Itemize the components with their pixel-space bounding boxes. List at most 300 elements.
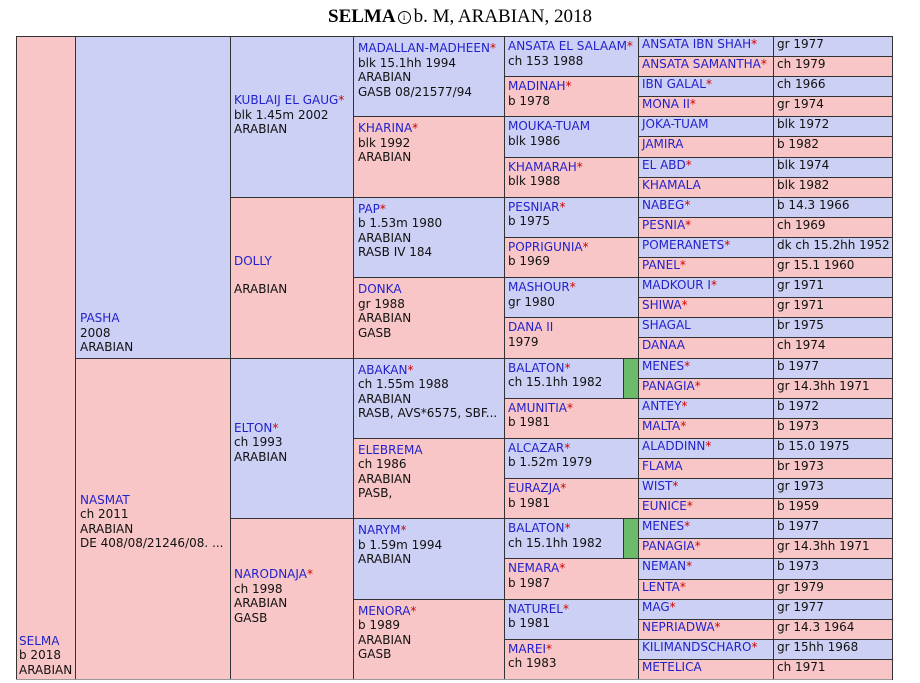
cell-text: [777, 479, 824, 494]
star-icon: *: [686, 559, 693, 574]
cell-text: [358, 363, 497, 421]
horse-detail: blk 1.45m 2002: [234, 107, 329, 122]
horse-detail: ch 1998: [234, 581, 283, 596]
horse-detail: gr 1977: [777, 599, 824, 614]
horse-link-nemara[interactable]: NEMARA: [508, 561, 560, 576]
cell-text: [508, 39, 633, 68]
horse-detail: gr 1973: [777, 479, 824, 494]
cell-text: [777, 539, 870, 554]
pedigree-cell-gen6-name: [638, 297, 774, 318]
horse-link-naturel[interactable]: NATUREL: [508, 601, 563, 616]
horse-detail: GASB: [358, 325, 392, 340]
cell-text: [777, 117, 829, 132]
horse-link-elton[interactable]: ELTON: [234, 420, 273, 435]
cell-text: [642, 238, 730, 253]
star-icon: *: [410, 603, 417, 618]
horse-detail: ARABIAN: [358, 471, 412, 486]
horse-detail: gr 1980: [508, 294, 555, 309]
horse-link-ansata-ibn-shah[interactable]: ANSATA IBN SHAH: [642, 37, 752, 51]
pedigree-cell-gen6-name: [638, 337, 774, 358]
cell-text: [777, 278, 824, 293]
horse-link-madallan-madheen[interactable]: MADALLAN-MADHEEN: [358, 41, 490, 55]
cell-text: [508, 481, 566, 510]
horse-detail: b 1978: [508, 93, 550, 108]
pedigree-cell-gen6-info: [773, 398, 893, 419]
horse-detail: ch 1993: [234, 435, 283, 449]
pedigree-cell-gen6-info: [773, 478, 893, 499]
horse-name-line: [508, 642, 557, 657]
cell-text: [642, 620, 721, 635]
horse-link-marei[interactable]: MAREI: [508, 641, 547, 656]
horse-link-pasha[interactable]: PASHA: [80, 311, 120, 325]
horse-link-khamarah[interactable]: KHAMARAH: [508, 159, 577, 174]
horse-name-line: [642, 278, 717, 293]
horse-link-khamala[interactable]: KHAMALA: [642, 177, 701, 192]
star-icon: *: [564, 521, 571, 536]
pedigree-cell-gen4: [353, 197, 505, 278]
cell-text: [358, 443, 423, 501]
horse-detail: ARABIAN: [358, 632, 412, 647]
horse-link-nabeg[interactable]: NABEG: [642, 197, 685, 212]
horse-detail: ch 1986: [358, 457, 407, 472]
horse-link-mouka-tuam[interactable]: MOUKA-TUAM: [508, 119, 591, 134]
horse-link-menes[interactable]: MENES: [642, 519, 685, 534]
horse-link-mashour[interactable]: MASHOUR: [508, 280, 570, 295]
horse-link-nepriadwa[interactable]: NEPRIADWA: [642, 619, 715, 634]
cell-text: [777, 620, 854, 635]
horse-link-nasmat[interactable]: NASMAT: [80, 492, 130, 507]
pedigree-cell-gen5: [504, 157, 639, 198]
pedigree-cell-gen3: [230, 358, 354, 520]
horse-link-wist[interactable]: WIST: [642, 479, 673, 494]
horse-name-line: [358, 363, 497, 378]
pedigree-cell-gen5: [504, 197, 639, 238]
horse-link-aladdinn[interactable]: ALADDINN: [642, 438, 706, 453]
horse-name-line: [80, 311, 133, 326]
horse-link-kublaij-el-gaug[interactable]: KUBLAIJ EL GAUG: [234, 93, 339, 107]
cell-text: [508, 441, 592, 470]
horse-name-line: [642, 318, 691, 333]
star-icon: *: [562, 601, 569, 616]
horse-link-neman[interactable]: NEMAN: [642, 559, 687, 574]
horse-detail: ch 153 1988: [508, 53, 584, 68]
horse-link-alcazar[interactable]: ALCAZAR: [508, 440, 565, 455]
cell-text: [777, 97, 824, 112]
pedigree-cell-gen6-info: [773, 277, 893, 298]
horse-link-eunice[interactable]: EUNICE: [642, 499, 687, 514]
horse-link-elebrema[interactable]: ELEBREMA: [358, 442, 423, 457]
horse-link-pap[interactable]: PAP: [358, 201, 380, 216]
cell-text: [642, 137, 684, 152]
horse-link-madkour-i[interactable]: MADKOUR I: [642, 278, 711, 293]
star-icon: *: [379, 201, 386, 216]
cell-text: [508, 602, 569, 631]
star-icon: *: [272, 420, 279, 435]
cell-text: [642, 439, 711, 454]
cell-text: [642, 178, 701, 193]
horse-detail: ARABIAN: [358, 150, 412, 165]
horse-name-line: [642, 559, 692, 574]
cell-text: [642, 539, 701, 554]
title-horse-details: b. M, ARABIAN, 2018: [413, 6, 592, 27]
horse-link-donka[interactable]: DONKA: [358, 282, 402, 297]
horse-detail: RASB, AVS*6575, SBF...: [358, 406, 498, 420]
horse-name-line: [642, 419, 686, 434]
star-icon: *: [685, 157, 692, 172]
horse-link-menora[interactable]: MENORA: [358, 603, 411, 618]
cell-text: [19, 634, 72, 678]
horse-name-line: [508, 39, 633, 54]
horse-name-line: [358, 443, 423, 458]
horse-name-line: [642, 137, 684, 152]
horse-detail: gr 14.3hh 1971: [777, 378, 870, 393]
pedigree-cell-gen6-name: [638, 157, 774, 178]
pedigree-cell-gen6-name: [638, 76, 774, 97]
page-title: [0, 6, 920, 28]
horse-detail: ch 1969: [777, 217, 826, 232]
cell-text: [508, 79, 572, 108]
cell-text: [777, 198, 850, 213]
pedigree-cell-gen6-name: [638, 518, 774, 539]
star-icon: *: [412, 121, 419, 136]
pedigree-cell-gen5: [504, 116, 639, 157]
cell-text: [777, 499, 819, 514]
horse-name-line: [234, 254, 287, 269]
horse-detail: b 1.52m 1979: [508, 455, 593, 470]
horse-detail: ARABIAN: [19, 662, 73, 677]
star-icon: *: [569, 280, 576, 295]
horse-link-mona-ii[interactable]: MONA II: [642, 97, 690, 112]
horse-detail: ARABIAN: [234, 122, 288, 136]
horse-detail: b 1987: [508, 575, 550, 590]
pedigree-cell-gen6-info: [773, 237, 893, 258]
horse-link-menes[interactable]: MENES: [642, 358, 685, 373]
horse-detail: b 1969: [508, 254, 550, 269]
star-icon: *: [338, 93, 345, 107]
star-icon: *: [685, 217, 692, 232]
horse-link-mag[interactable]: MAG: [642, 599, 670, 614]
horse-link-panagia[interactable]: PANAGIA: [642, 378, 695, 393]
horse-detail: blk 1988: [508, 174, 561, 189]
pedigree-cell-gen6-name: [638, 418, 774, 439]
horse-name-line: [508, 441, 592, 456]
horse-link-pomeranets[interactable]: POMERANETS: [642, 237, 725, 252]
pedigree-cell-gen6-name: [638, 659, 774, 680]
pedigree-cell-gen6-name: [638, 217, 774, 238]
cell-text: [508, 561, 565, 590]
pedigree-cell-gen4: [353, 36, 505, 117]
cell-text: [777, 258, 854, 273]
horse-name-line: [508, 320, 553, 335]
horse-name-line: [642, 600, 676, 615]
horse-detail: ARABIAN: [80, 521, 134, 536]
pedigree-cell-gen6-info: [773, 217, 893, 238]
horse-detail: gr 1971: [777, 298, 824, 313]
pedigree-cell-subject: [16, 36, 76, 680]
pedigree-cell-gen5: [504, 237, 639, 278]
pedigree-cell-gen6-info: [773, 579, 893, 600]
cell-text: [777, 600, 824, 615]
horse-link-pesniar[interactable]: PESNIAR: [508, 199, 560, 214]
cell-text: [777, 338, 826, 353]
star-icon: *: [680, 418, 687, 433]
pedigree-cell-gen6-name: [638, 237, 774, 258]
horse-detail: ARABIAN: [358, 230, 412, 245]
horse-name-line: [642, 379, 701, 394]
horse-link-antey[interactable]: ANTEY: [642, 398, 682, 413]
cell-text: [508, 200, 566, 229]
horse-detail: gr 1971: [777, 278, 824, 293]
star-icon: *: [489, 41, 496, 55]
pedigree-cell-gen5: [504, 358, 639, 399]
horse-link-kharina[interactable]: KHARINA: [358, 121, 413, 136]
horse-detail: b 1982: [777, 137, 819, 152]
horse-link-abakan[interactable]: ABAKAN: [358, 362, 408, 377]
star-icon: *: [560, 481, 567, 496]
cell-text: [777, 459, 824, 474]
pedigree-cell-gen6-info: [773, 518, 893, 539]
horse-link-pesnia[interactable]: PESNIA: [642, 217, 686, 232]
cell-text: [508, 401, 573, 430]
cell-text: [508, 119, 590, 148]
horse-name-line: [508, 200, 566, 215]
horse-link-jamira[interactable]: JAMIRA: [642, 137, 684, 152]
pedigree-cell-gen6-info: [773, 418, 893, 439]
horse-name-line: [508, 280, 576, 295]
star-icon: *: [565, 79, 572, 94]
horse-detail: gr 14.3 1964: [777, 619, 855, 634]
title-horse-name: SELMA: [328, 6, 396, 27]
star-icon: *: [694, 378, 701, 393]
horse-detail: blk 1986: [508, 133, 561, 148]
horse-detail: blk 1992: [358, 135, 411, 150]
pedigree-cell-gen6-name: [638, 458, 774, 479]
cell-text: [358, 282, 411, 340]
horse-link-dana-ii[interactable]: DANA II: [508, 320, 554, 335]
star-icon: *: [679, 579, 686, 594]
horse-name-line: [642, 178, 701, 193]
horse-link-selma[interactable]: SELMA: [19, 633, 60, 648]
horse-link-panagia[interactable]: PANAGIA: [642, 539, 695, 554]
pedigree-cell-gen6-info: [773, 639, 893, 660]
horse-detail: blk 15.1hh 1994: [358, 55, 456, 70]
cell-text: [642, 218, 691, 233]
star-icon: *: [626, 39, 633, 53]
pedigree-cell-gen5: [504, 36, 639, 77]
divider: [16, 679, 892, 680]
horse-detail: ARABIAN: [80, 340, 134, 354]
horse-link-shiwa[interactable]: SHIWA: [642, 298, 682, 313]
cell-text: [642, 298, 688, 313]
pedigree-cell-gen6-name: [638, 438, 774, 459]
horse-name-line: [642, 298, 688, 313]
cell-text: [642, 359, 690, 374]
horse-link-narym[interactable]: NARYM: [358, 523, 401, 538]
horse-link-madinah[interactable]: MADINAH: [508, 79, 566, 94]
horse-detail: b 1.59m 1994: [358, 537, 443, 552]
cell-text: [777, 399, 819, 414]
pedigree-cell-gen6-info: [773, 136, 893, 157]
horse-detail: b 1959: [777, 499, 819, 514]
horse-link-joka-tuam[interactable]: JOKA-TUAM: [642, 117, 709, 132]
pedigree-cell-gen3: [230, 518, 354, 680]
cell-text: [234, 567, 313, 625]
horse-name-line: [642, 97, 696, 112]
horse-detail: ch 15.1hh 1982: [508, 535, 603, 550]
star-icon: *: [760, 57, 767, 72]
cell-text: [234, 93, 344, 137]
cell-text: [777, 137, 819, 152]
pedigree-cell-gen6-name: [638, 619, 774, 640]
horse-detail: b 1977: [777, 358, 819, 373]
cell-text: [777, 158, 829, 173]
pedigree-cell-gen4: [353, 116, 505, 197]
cell-text: [642, 97, 696, 112]
horse-detail: b 2018: [19, 648, 61, 662]
horse-name-line: [642, 77, 712, 92]
cell-text: [777, 77, 826, 92]
horse-detail: ch 1979: [777, 57, 826, 72]
horse-link-balaton[interactable]: BALATON: [508, 360, 565, 375]
cell-text: [642, 278, 717, 293]
horse-link-ansata-samantha[interactable]: ANSATA SAMANTHA: [642, 57, 761, 72]
horse-detail: gr 1988: [358, 296, 405, 311]
cell-text: [80, 493, 223, 551]
horse-detail: b 1.53m 1980: [358, 216, 443, 231]
cell-text: [777, 580, 824, 595]
cell-text: [642, 77, 712, 92]
horse-detail: ARABIAN: [234, 596, 288, 611]
horse-link-poprigunia[interactable]: POPRIGUNIA: [508, 239, 583, 254]
horse-name-line: [508, 602, 569, 617]
cell-text: [777, 359, 819, 374]
horse-name-line: [358, 202, 442, 217]
cell-text: [642, 519, 690, 534]
horse-detail: gr 1974: [777, 97, 824, 112]
pedigree-cell-gen6-info: [773, 317, 893, 338]
cell-text: [358, 523, 442, 567]
horse-link-malta[interactable]: MALTA: [642, 418, 681, 433]
horse-link-dolly[interactable]: DOLLY: [234, 253, 272, 268]
horse-name-line: [508, 79, 572, 94]
horse-detail: GASB: [358, 647, 392, 662]
horse-name-line: [642, 117, 709, 132]
pedigree-cell-gen6-info: [773, 177, 893, 198]
horse-detail: DE 408/08/21246/08. ...: [80, 536, 224, 550]
horse-name-line: [642, 479, 678, 494]
horse-detail: ch 1974: [777, 338, 826, 353]
horse-name-line: [234, 567, 313, 582]
horse-detail: b 1981: [508, 415, 550, 430]
star-icon: *: [751, 639, 758, 654]
pedigree-cell-gen6-info: [773, 378, 893, 399]
horse-link-lenta[interactable]: LENTA: [642, 579, 680, 594]
star-icon: *: [566, 400, 573, 415]
horse-link-panel[interactable]: PANEL: [642, 258, 680, 273]
pedigree-cell-gen5: [504, 277, 639, 318]
horse-detail: b 14.3 1966: [777, 197, 850, 212]
cell-text: [777, 660, 826, 675]
star-icon: *: [705, 438, 712, 453]
horse-link-danaa[interactable]: DANAA: [642, 338, 685, 353]
pedigree-cell-gen6-info: [773, 297, 893, 318]
horse-link-ibn-galal[interactable]: IBN GALAL: [642, 77, 706, 92]
cell-text: [777, 298, 824, 313]
pedigree-cell-gen6-name: [638, 36, 774, 57]
horse-detail: br 1975: [777, 318, 824, 333]
pedigree-cell-gen6-name: [638, 136, 774, 157]
cell-text: [642, 660, 702, 675]
horse-link-eurazja[interactable]: EURAZJA: [508, 481, 561, 496]
pedigree-cell-gen6-name: [638, 257, 774, 278]
horse-detail: ch 1.55m 1988: [358, 377, 449, 391]
cell-text: [358, 121, 418, 165]
info-icon[interactable]: i: [398, 11, 411, 24]
horse-name-line: [642, 258, 686, 273]
pedigree-cell-gen5: [504, 599, 639, 640]
star-icon: *: [751, 37, 758, 51]
pedigree-tree: [16, 36, 892, 679]
star-icon: *: [306, 567, 313, 582]
horse-link-kilimandscharo[interactable]: KILIMANDSCHARO: [642, 639, 752, 654]
cell-text: [642, 117, 709, 132]
horse-detail: 1979: [508, 334, 539, 349]
horse-link-el-abd[interactable]: EL ABD: [642, 157, 686, 172]
horse-name-line: [642, 620, 721, 635]
star-icon: *: [407, 362, 414, 377]
pedigree-cell-gen6-info: [773, 599, 893, 620]
horse-name-line: [642, 37, 757, 52]
cell-text: [358, 604, 416, 662]
cell-text: [642, 559, 692, 574]
cell-text: [642, 37, 757, 52]
horse-link-flama[interactable]: FLAMA: [642, 458, 683, 473]
pedigree-cell-gen4: [353, 358, 505, 439]
horse-link-shagal[interactable]: SHAGAL: [642, 318, 691, 333]
horse-detail: ch 1971: [777, 659, 826, 674]
horse-link-ansata-el-salaam[interactable]: ANSATA EL SALAAM: [508, 39, 627, 53]
cell-text: [642, 379, 701, 394]
horse-detail: blk 1982: [777, 177, 830, 192]
horse-detail: gr 14.3hh 1971: [777, 539, 870, 554]
horse-name-line: [642, 539, 701, 554]
horse-name-line: [358, 523, 442, 538]
horse-link-balaton[interactable]: BALATON: [508, 521, 565, 536]
horse-link-metelica[interactable]: METELICA: [642, 659, 702, 674]
horse-name-line: [508, 119, 590, 134]
cell-text: [642, 419, 686, 434]
star-icon: *: [705, 77, 712, 92]
pedigree-cell-gen6-info: [773, 56, 893, 77]
cell-text: [642, 640, 757, 655]
pedigree-cell-gen6-info: [773, 116, 893, 137]
horse-name-line: [642, 640, 757, 655]
horse-link-narodnaja[interactable]: NARODNAJA: [234, 567, 307, 582]
horse-detail: b 1973: [777, 418, 819, 433]
star-icon: *: [710, 278, 717, 293]
cell-text: [508, 642, 557, 671]
star-icon: *: [564, 440, 571, 455]
cell-text: [777, 178, 829, 193]
horse-name-line: [642, 238, 730, 253]
horse-name-line: [642, 580, 686, 595]
star-icon: *: [582, 239, 589, 254]
horse-link-amunitia[interactable]: AMUNITIA: [508, 400, 567, 415]
pedigree-cell-gen4: [353, 518, 505, 599]
cell-text: [508, 280, 576, 309]
star-icon: *: [546, 641, 553, 656]
cell-text: [508, 240, 589, 269]
